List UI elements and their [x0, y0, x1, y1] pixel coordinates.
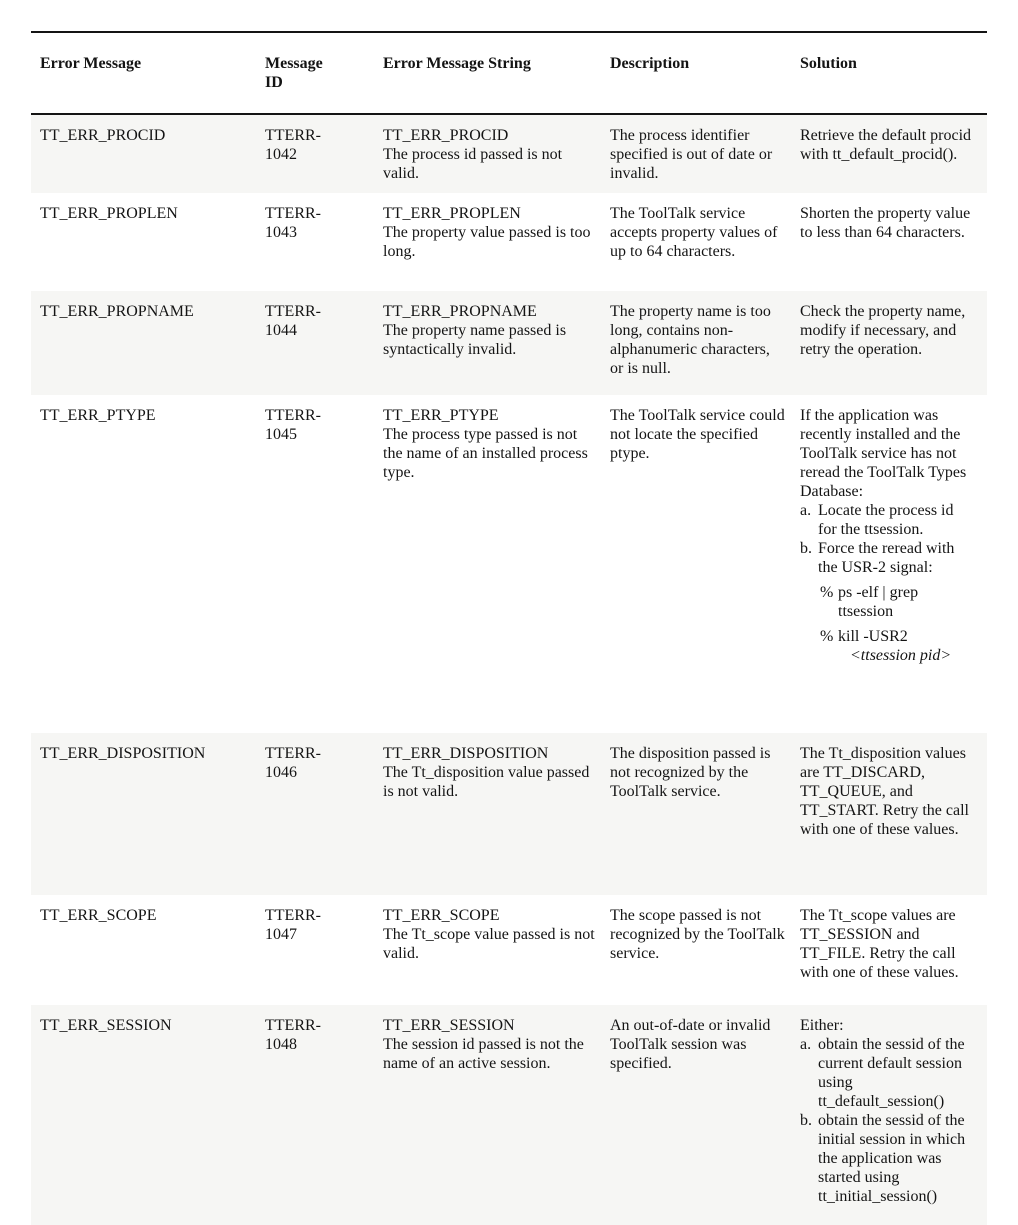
list-item-label: b. — [800, 540, 812, 557]
solution-paragraph: If the application was recently installed and the ToolTalk service has not reread the ToolTalk Types Database: — [800, 407, 967, 500]
error-message-cell: TT_ERR_SESSION — [40, 1017, 172, 1034]
list-item-text: obtain the sessid of the initial session in which the application was started using tt_initial_session() — [818, 1112, 966, 1205]
column-header-solution: Solution — [800, 55, 857, 72]
solution-paragraph: Either: — [800, 1017, 844, 1034]
command-line — [820, 627, 973, 665]
command-argument: <ttsession pid> — [850, 647, 952, 664]
error-message-string-cell — [383, 291, 610, 395]
error-text: The session id passed is not the name of an active session. — [383, 1036, 584, 1072]
command-text: ps -elf | grep ttsession — [838, 584, 919, 620]
message-id-cell: TTERR-1045 — [265, 407, 321, 443]
solution-paragraph: Check the property name, modify if necessary, and retry the operation. — [800, 303, 966, 358]
column-header-error-message-string: Error Message String — [383, 55, 531, 72]
error-message-string-cell — [383, 733, 610, 895]
error-message-string-cell — [383, 395, 610, 733]
solution-list-item — [800, 539, 973, 577]
solution-paragraph: Retrieve the default procid with tt_default_procid(). — [800, 127, 972, 163]
message-id-cell: TTERR-1044 — [265, 303, 321, 339]
list-item-label: a. — [800, 1036, 812, 1053]
error-text: The process type passed is not the name of an installed process type. — [383, 426, 588, 481]
description-cell: The process identifier specified is out of date or invalid. — [610, 127, 773, 182]
table-row — [31, 395, 987, 733]
solution-cell — [800, 193, 987, 291]
table-row — [31, 895, 987, 1005]
message-id-cell: TTERR-1043 — [265, 205, 321, 241]
error-message-cell: TT_ERR_PTYPE — [40, 407, 156, 424]
shell-prompt: % — [820, 584, 834, 601]
message-id-cell: TTERR-1046 — [265, 745, 321, 781]
description-cell: An out-of-date or invalid ToolTalk session was specified. — [610, 1017, 771, 1072]
table-row — [31, 733, 987, 895]
table-header-row — [31, 33, 987, 115]
description-cell: The property name is too long, contains non-alphanumeric characters, or is null. — [610, 303, 771, 377]
column-header-error-message: Error Message — [40, 55, 142, 72]
error-message-string-cell — [383, 115, 610, 193]
error-text: The Tt_scope value passed is not valid. — [383, 926, 595, 962]
error-name: TT_ERR_PROPLEN — [383, 205, 521, 222]
solution-cell — [800, 733, 987, 895]
description-cell: The ToolTalk service could not locate the specified ptype. — [610, 407, 785, 462]
error-message-string-cell — [383, 193, 610, 291]
error-text: The property name passed is syntactically invalid. — [383, 322, 567, 358]
error-message-cell: TT_ERR_DISPOSITION — [40, 745, 206, 762]
error-text: The process id passed is not valid. — [383, 146, 563, 182]
error-text: The property value passed is too long. — [383, 224, 591, 260]
table-row — [31, 115, 987, 193]
message-id-cell: TTERR-1042 — [265, 127, 321, 163]
table-row — [31, 1005, 987, 1225]
list-item-label: a. — [800, 502, 812, 519]
command-text: kill -USR2 <ttsession pid> — [838, 627, 973, 665]
error-message-string-cell — [383, 1005, 610, 1225]
column-header-description: Description — [610, 55, 690, 72]
error-name: TT_ERR_PROPNAME — [383, 303, 537, 320]
message-id-cell: TTERR-1047 — [265, 907, 321, 943]
error-text: The Tt_disposition value passed is not valid. — [383, 764, 590, 800]
solution-list-item — [800, 1111, 973, 1206]
error-message-table — [31, 31, 987, 1225]
column-header-message-id: Message ID — [265, 55, 323, 91]
description-cell: The disposition passed is not recognized by the ToolTalk service. — [610, 745, 771, 800]
solution-cell — [800, 291, 987, 395]
description-cell: The scope passed is not recognized by the ToolTalk service. — [610, 907, 785, 962]
solution-cell — [800, 115, 987, 193]
solution-paragraph: The Tt_disposition values are TT_DISCARD, TT_QUEUE, and TT_START. Retry the call with one of these values. — [800, 745, 969, 838]
solution-list-item — [800, 1035, 973, 1111]
table-row — [31, 193, 987, 291]
error-message-cell: TT_ERR_SCOPE — [40, 907, 157, 924]
table-row — [31, 291, 987, 395]
list-item-text: Locate the process id for the ttsession. — [818, 502, 954, 538]
solution-cell — [800, 895, 987, 1005]
error-message-string-cell — [383, 895, 610, 1005]
error-name: TT_ERR_SESSION — [383, 1017, 515, 1034]
message-id-cell: TTERR-1048 — [265, 1017, 321, 1053]
error-name: TT_ERR_DISPOSITION — [383, 745, 549, 762]
solution-paragraph: Shorten the property value to less than 64 characters. — [800, 205, 971, 241]
list-item-label: b. — [800, 1112, 812, 1129]
list-item-text: obtain the sessid of the current default session using tt_default_session() — [818, 1036, 965, 1110]
error-message-cell: TT_ERR_PROCID — [40, 127, 166, 144]
error-name: TT_ERR_PROCID — [383, 127, 509, 144]
command-line — [820, 583, 973, 621]
error-name: TT_ERR_PTYPE — [383, 407, 499, 424]
solution-list-item — [800, 501, 973, 539]
error-message-cell: TT_ERR_PROPNAME — [40, 303, 194, 320]
description-cell: The ToolTalk service accepts property values of up to 64 characters. — [610, 205, 778, 260]
error-name: TT_ERR_SCOPE — [383, 907, 500, 924]
list-item-text: Force the reread with the USR-2 signal: — [818, 540, 955, 576]
solution-paragraph: The Tt_scope values are TT_SESSION and TT_FILE. Retry the call with one of these values. — [800, 907, 959, 981]
shell-prompt: % — [820, 628, 834, 645]
error-message-cell: TT_ERR_PROPLEN — [40, 205, 178, 222]
solution-cell — [800, 395, 987, 733]
table-body — [31, 115, 987, 1225]
solution-cell — [800, 1005, 987, 1225]
